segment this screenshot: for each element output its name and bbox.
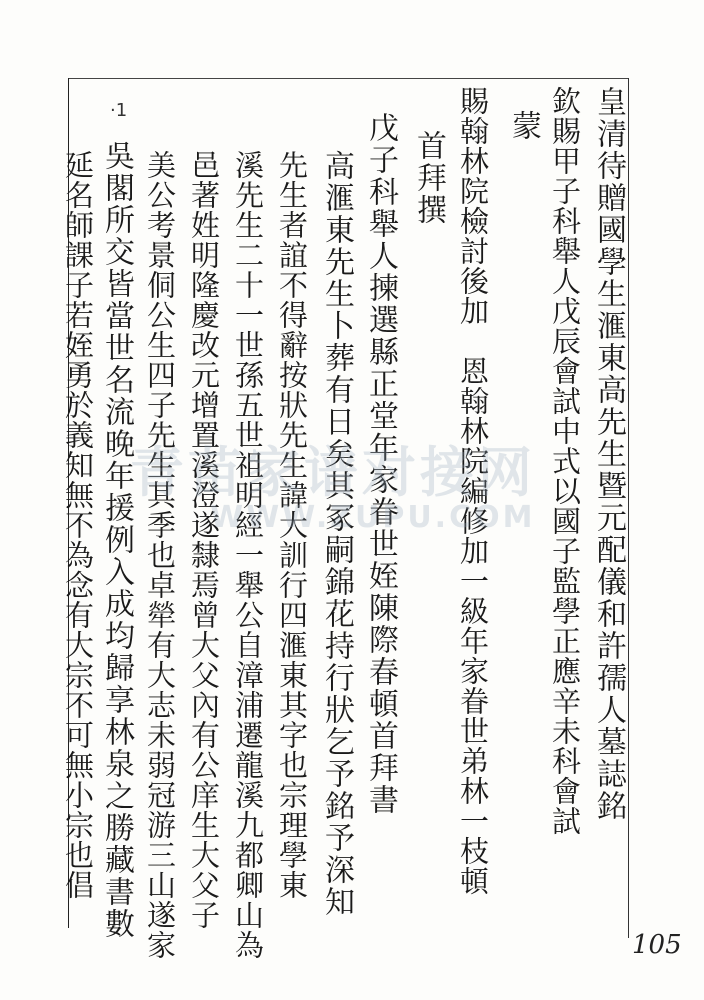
text-column-13: 延名師課子若姪勇於義知無不為念有大宗不可無小宗也倡: [61, 150, 95, 900]
text-column-9: 溪先生二十一世孫五世祖明經一舉公自漳浦遷龍溪九都卿山為: [231, 150, 265, 960]
text-column-2: 欽賜甲子科舉人戊辰會試中式以國子監學正應辛未科會試: [548, 86, 582, 836]
text-column-1: 皇清待贈國學生滙東高先生暨元配儀和許孺人墓誌銘: [591, 86, 626, 822]
frame-top-rule: [68, 78, 628, 79]
text-column-4: 賜翰林院檢討後加 恩翰林院編修加一級年家眷世弟林一枝頓: [456, 86, 490, 896]
text-column-7: 高滙東先生卜葬有日矣其冢嗣錦花持行狀乞予銘予深知: [319, 150, 354, 918]
watermark-url: WWW.ZUPU.COM: [210, 500, 536, 535]
page-number: 105: [632, 930, 682, 960]
page-mark: ·1: [110, 100, 128, 121]
text-column-6: 戊子科舉人揀選縣正堂年家眷世姪陳際春頓首拜書: [363, 112, 398, 816]
text-column-11: 美公考景侗公生四子先生其季也卓犖有大志未弱冠游三山遂家: [143, 150, 177, 960]
watermark: 青苗家谱对接网: [130, 441, 536, 504]
frame-right-rule: [628, 78, 629, 938]
text-column-12: 吳閣所交皆當世名流晚年援例入成均歸享林泉之勝藏書數: [99, 140, 134, 940]
text-column-5: 首拜撰: [411, 130, 446, 226]
text-column-3: 蒙: [506, 110, 541, 142]
text-column-10: 邑著姓明隆慶改元增置溪澄遂隸焉曾大父內有公庠生大父子: [187, 150, 221, 930]
text-column-8: 先生者誼不得辭按狀先生諱大訓行四滙東其字也宗理學東: [275, 150, 309, 900]
